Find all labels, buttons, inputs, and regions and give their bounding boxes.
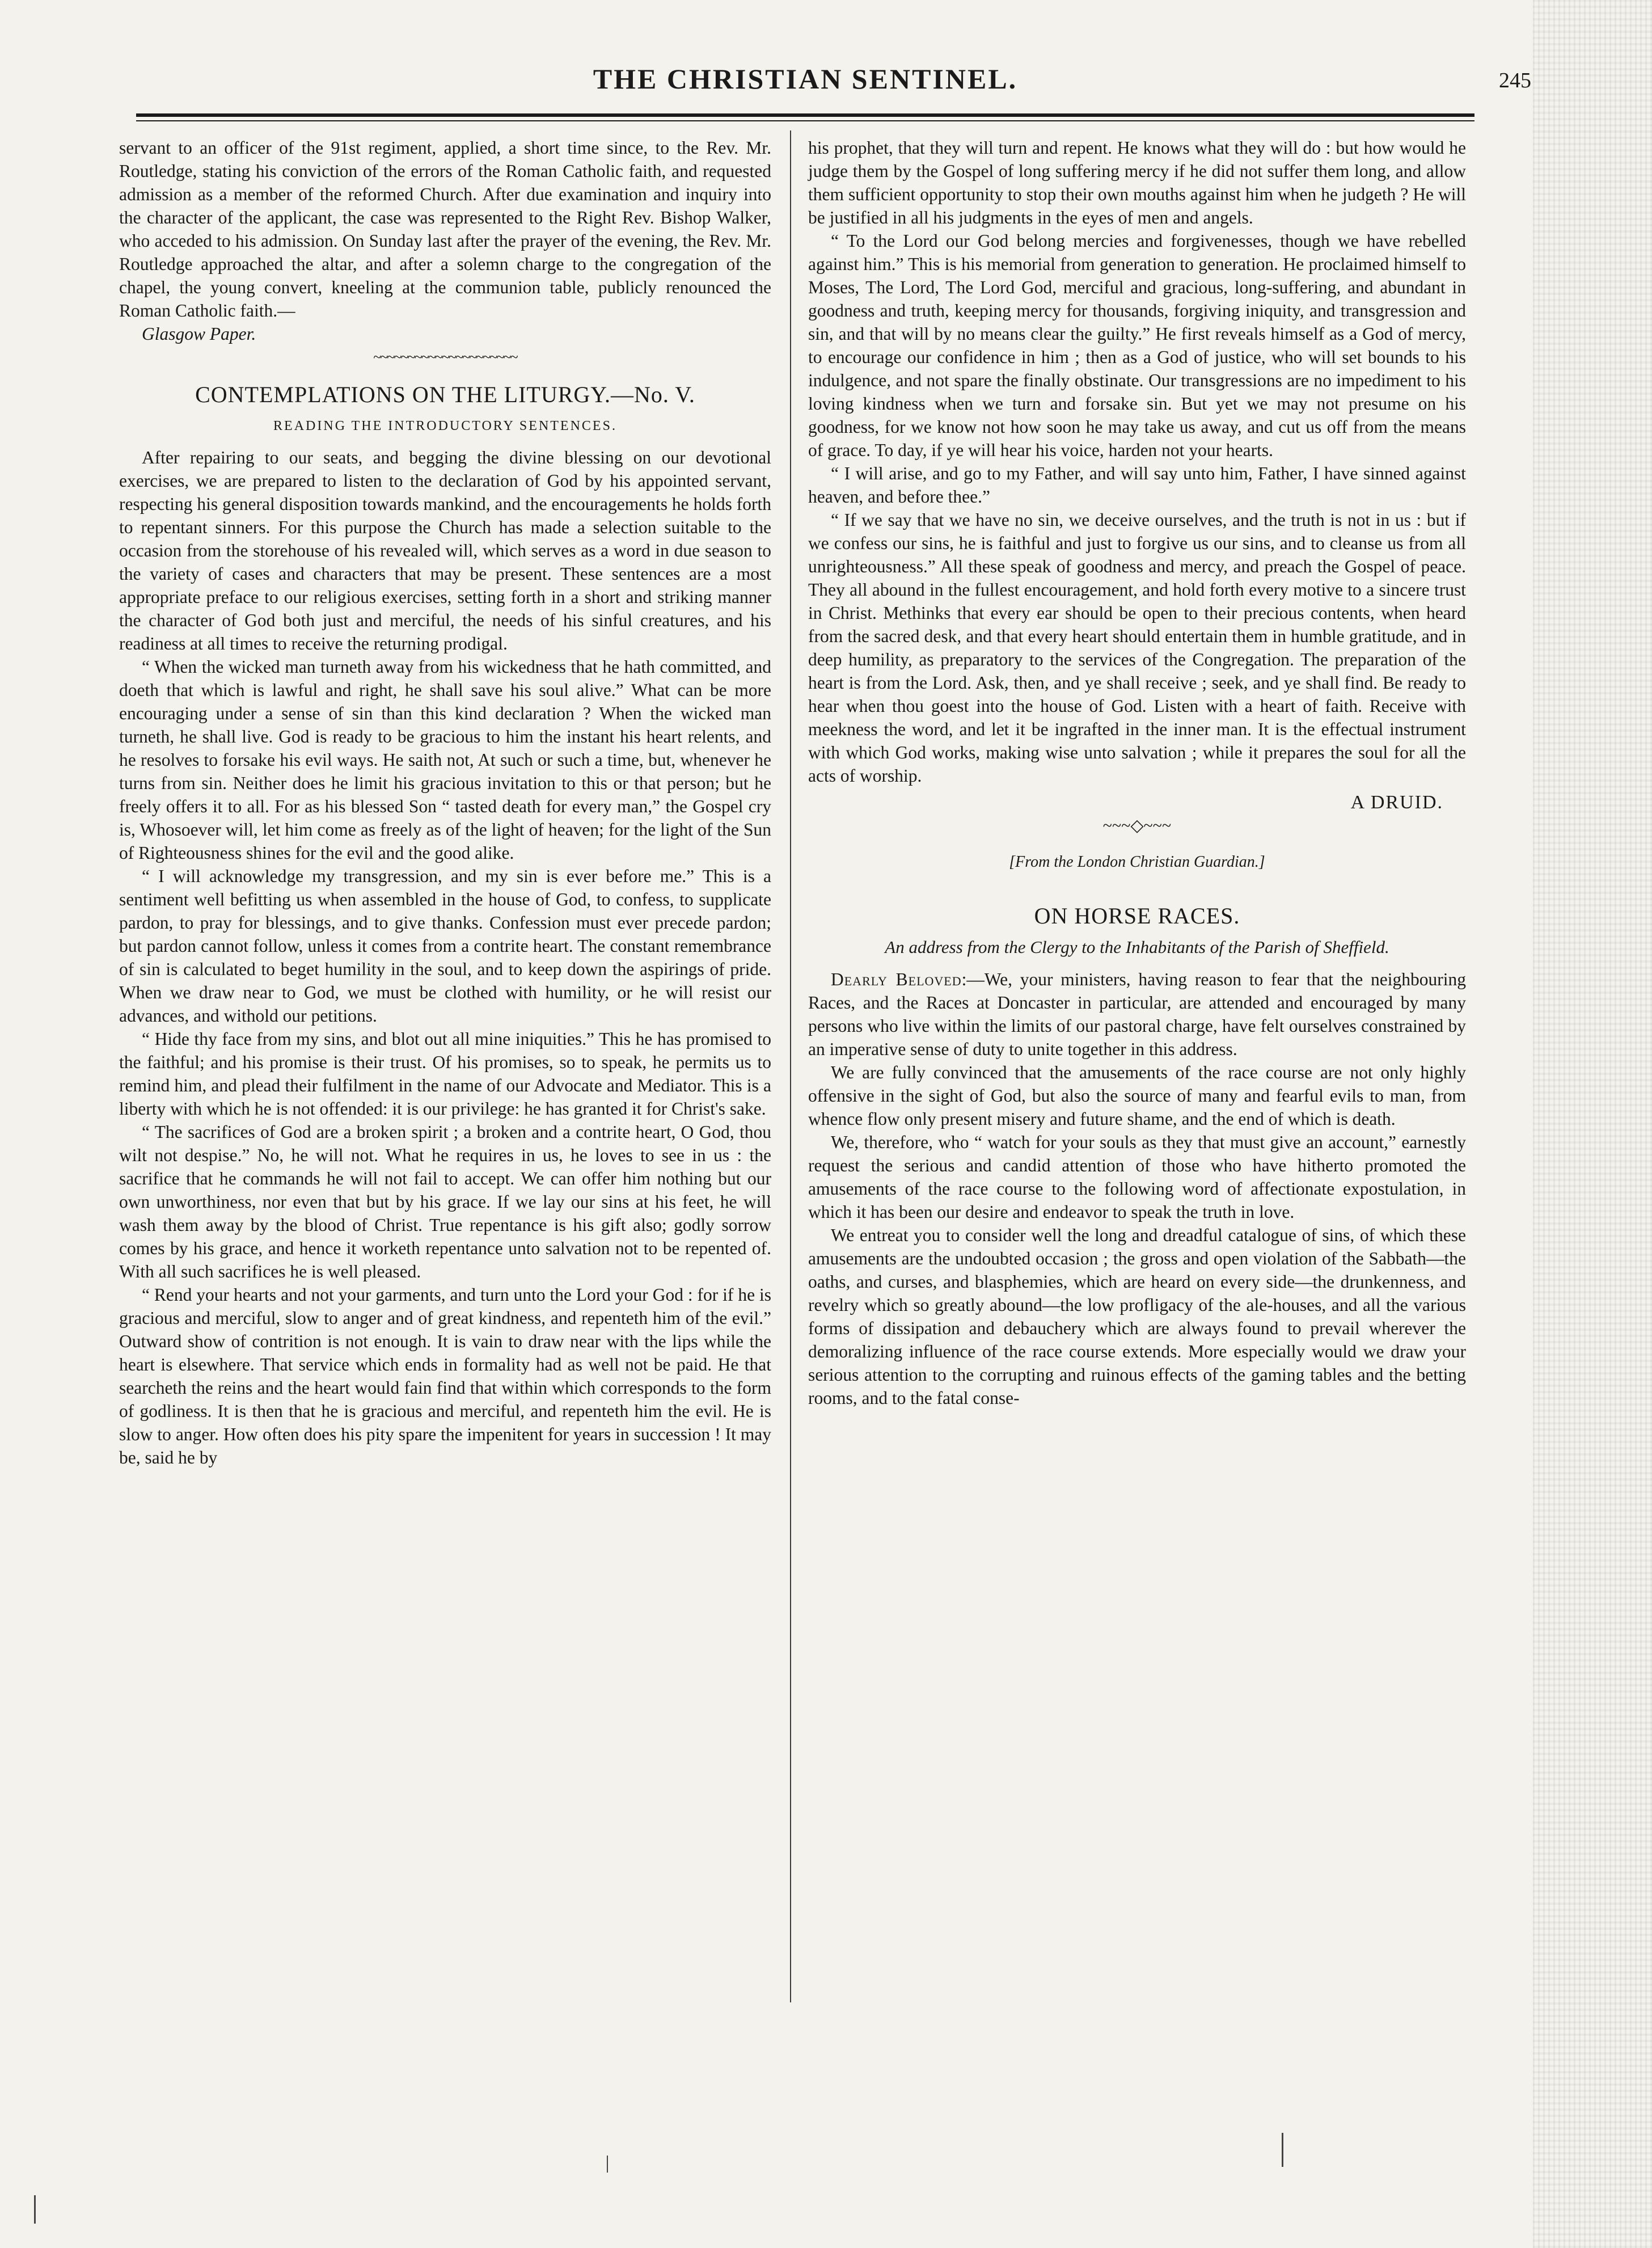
liturgy-paragraph: “ The sacrifices of God are a broken spirit ; a broken and a contrite heart, O God, thou wilt not despise.” No, he will not. What he requires in us, he loves to see in us : the sacrifice that he commands he will not fail to accept. We can offer him nothing but our own unworthiness, nor even that but by his grace. If we lay our sins at his feet, he will wash them away by the blood of Christ. True repentance is his gift also; godly sorrow comes by his grace, and hence it worketh repentance unto salvation not to be repented of. With all such sacrifices he is well pleased. — [119, 1122, 771, 1281]
liturgy-continued-paragraph: “ To the Lord our God belong mercies and forgivenesses, though we have rebelled against him.” This is his memorial from generation to generation. He proclaimed himself to Moses, The Lord, The Lord God, merciful and gracious, long-suffering, and abundant in goodness and truth, keeping mercy for thousands, forgiving iniquity, and transgression and sin, and that will by no means clear the guilty.” He first reveals himself as a God of mercy, to encourage our confidence in him ; then as a God of justice, who will set bounds to his indulgence, and not spare the finally obstinate. Our transgressions are no impediment to his loving kindness when we turn and forsake sin. But yet we may not presume on his goodness, for we know not how soon he may take us away, and cut us off from the means of grace. To day, if ye will hear his voice, harden not your hearts. — [808, 231, 1466, 460]
races-opening-text: :—We, your ministers, having reason to fear that the neighbouring Races, and the Races at Doncaster in particular, are attended and encouraged by many persons who live within the limits of our pastoral charge, have felt ourselves constrained by an imperative sense of duty to unite together in this address. — [808, 969, 1466, 1059]
left-column — [119, 136, 771, 1469]
races-paragraph: We, therefore, who “ watch for your souls as they that must give an account,” earnestly request the serious and candid attention of those who have hitherto promoted the amusements of the race course to the following word of affectionate expostulation, in which it has been our desire and endeavor to speak the truth in love. — [808, 1132, 1466, 1222]
liturgy-paragraph: “ Hide thy face from my sins, and blot out all mine iniquities.” This he has promised to the faithful; and his promise is their trust. Of his promises, so to speak, he permits us to remind him, and plead their fulfilment in the name of our Advocate and Mediator. This is a liberty with which he is not offended: it is our privilege: he has granted it for Christ's sake. — [119, 1029, 771, 1119]
header-rule-thin — [136, 120, 1474, 121]
salutation: Dearly Beloved — [831, 969, 962, 989]
column-divider — [790, 130, 791, 2002]
liturgy-paragraph: “ I will acknowledge my transgression, and my sin is ever before me.” This is a sentiment well befitting us when assembled in the house of God, to confess, to supplicate pardon, to pray for blessings, and to give thanks. Confession must ever precede pardon; but pardon cannot follow, unless it comes from a contrite heart. The constant remembrance of sin is calculated to beget humility in the soul, and to keep down the aspirings of pride. When we draw near to God, we must be clothed with humility, or he will resist our advances, and withold our petitions. — [119, 866, 771, 1026]
horse-races-title: ON HORSE RACES. — [1034, 903, 1240, 929]
races-paragraph: We are fully convinced that the amusements of the race course are not only highly offensive in the sight of God, but also the source of many and fearful evils to man, from whence flow only present misery and future shame, and the end of which is death. — [808, 1062, 1466, 1129]
liturgy-paragraph: After repairing to our seats, and begging the divine blessing on our devotional exercises, we are prepared to listen to the declaration of God by his appointed servant, respecting his general disposition towards mankind, and the encouragements he holds forth to repentant sinners. For this purpose the Church has made a selection suitable to the occasion from the storehouse of his revealed will, which serves as a word in due season to the variety of cases and characters that may be present. These sentences are a most appropriate preface to our religious exercises, setting forth in a short and striking manner the character of God both just and merciful, the needs of his sinful creatures, and his readiness at all times to receive the returning prodigal. — [119, 448, 771, 653]
intro-paragraph: servant to an officer of the 91st regiment, applied, a short time since, to the Rev. Mr. Routledge, stating his conviction of the errors of the Roman Catholic faith, and requested admission as a member of the reformed Church. After due examination and inquiry into the character of the applicant, the case was represented to the Right Rev. Bishop Walker, who acceded to his admission. On Sunday last after the prayer of the evening, the Rev. Mr. Routledge approached the altar, and after a solemn charge to the congregation of the chapel, the young convert, kneeling at the communion table, publicly renounced the Roman Catholic faith.— — [119, 138, 771, 320]
header-rule-thick — [136, 113, 1474, 117]
scan-noise-strip — [1533, 0, 1652, 2248]
author-signature: A DRUID. — [1350, 792, 1443, 813]
signature-ornament: ~~~◇~~~ — [1102, 816, 1172, 835]
liturgy-continued-paragraph: “ If we say that we have no sin, we deceive ourselves, and the truth is not in us : but if we confess our sins, he is faithful and just to forgive us our sins, and to cleanse us from all unrighteousness.” All these speak of goodness and mercy, and preach the Gospel of peace. They all abound in the fullest encouragement, and hold forth every motive to a sincere trust in Christ. Methinks that every ear should be open to their precious contents, when heard from the sacred desk, and that every heart should entertain them in humble gratitude, and in deep humility, as preparatory to the services of the Congregation. The preparation of the heart is from the Lord. Ask, then, and ye shall receive ; seek, and ye shall find. Be ready to hear when thou goest into the house of God. Listen with a heart of faith. Receive with meekness the word, and let it be ingrafted in the inner man. It is the effectual instrument with which God works, making wise unto salvation ; while it prepares the soul for all the acts of worship. — [808, 510, 1466, 786]
running-title: THE CHRISTIAN SENTINEL. — [593, 63, 1018, 95]
liturgy-section-title: CONTEMPLATIONS ON THE LITURGY.—No. V. — [195, 382, 695, 407]
right-column — [808, 136, 1466, 1410]
page-header — [79, 62, 1531, 102]
section-ornament: ~~~~~~~~~~~~~~~~~~~~~ — [373, 349, 517, 365]
address-subtitle: An address from the Clergy to the Inhabitants of the Parish of Sheffield. — [885, 937, 1389, 957]
source-credit: [From the London Christian Guardian.] — [1009, 853, 1265, 871]
intro-source: Glasgow Paper. — [142, 324, 256, 344]
liturgy-paragraph: “ When the wicked man turneth away from his wickedness that he hath committed, and doeth that which is lawful and right, he shall save his soul alive.” What can be more encouraging under a sense of sin than this kind declaration ? When the wicked man turneth, he shall live. God is ready to be gracious to him the instant his heart relents, and he resolves to forsake his evil ways. He saith not, At such or such a time, but, whenever he turns from sin. Neither does he limit his gracious invitation to this or that person; but he freely offers it to all. For as his blessed Son “ tasted death for every man,” the Gospel cry is, Whosoever will, let him come as freely as of the light of heaven; for the light of the Sun of Righteousness shines for the evil and the good alike. — [119, 657, 771, 863]
liturgy-continued-paragraph: “ I will arise, and go to my Father, and will say unto him, Father, I have sinned against heaven, and before thee.” — [808, 463, 1466, 507]
liturgy-section-subtitle: READING THE INTRODUCTORY SENTENCES. — [273, 419, 617, 433]
page-number: 245 — [1499, 69, 1531, 92]
races-paragraph: We entreat you to consider well the long and dreadful catalogue of sins, of which these amusements are the undoubted occasion ; the gross and open violation of the Sabbath—the oaths, and curses, and blasphemies, which are heard on every side—the drunkenness, and revelry which so greatly abound—the low profligacy of the ale-houses, and all the various forms of dissipation and debauchery which are always found to prevail wherever the demoralizing influence of the race course extends. More especially would we draw your serious attention to the corrupting and ruinous effects of the gaming tables and the betting rooms, and to the fatal conse- — [808, 1225, 1466, 1408]
races-paragraph — [808, 968, 1466, 1061]
bottom-scan-marks — [0, 2042, 1652, 2248]
liturgy-paragraph: “ Rend your hearts and not your garments, and turn unto the Lord your God : for if he is gracious and merciful, slow to anger and of great kindness, and repenteth him of the evil.” Outward show of contrition is not enough. It is vain to draw near with the lips while the heart is elsewhere. That service which ends in formality had as well not be paid. He that searcheth the reins and the heart would fain find that within which corresponds to the form of godliness. It is then that he is gracious and merciful, and repenteth him the evil. He is slow to anger. How often does his pity spare the impenitent for years in succession ! It may be, said he by — [119, 1285, 771, 1467]
liturgy-continued-paragraph: his prophet, that they will turn and repent. He knows what they will do : but how would he judge them by the Gospel of long suffering mercy if he did not suffer them long, and allow them sufficient opportunity to stop their own mouths against him when he judgeth ? He will be justified in all his judgments in the eyes of men and angels. — [808, 138, 1466, 227]
